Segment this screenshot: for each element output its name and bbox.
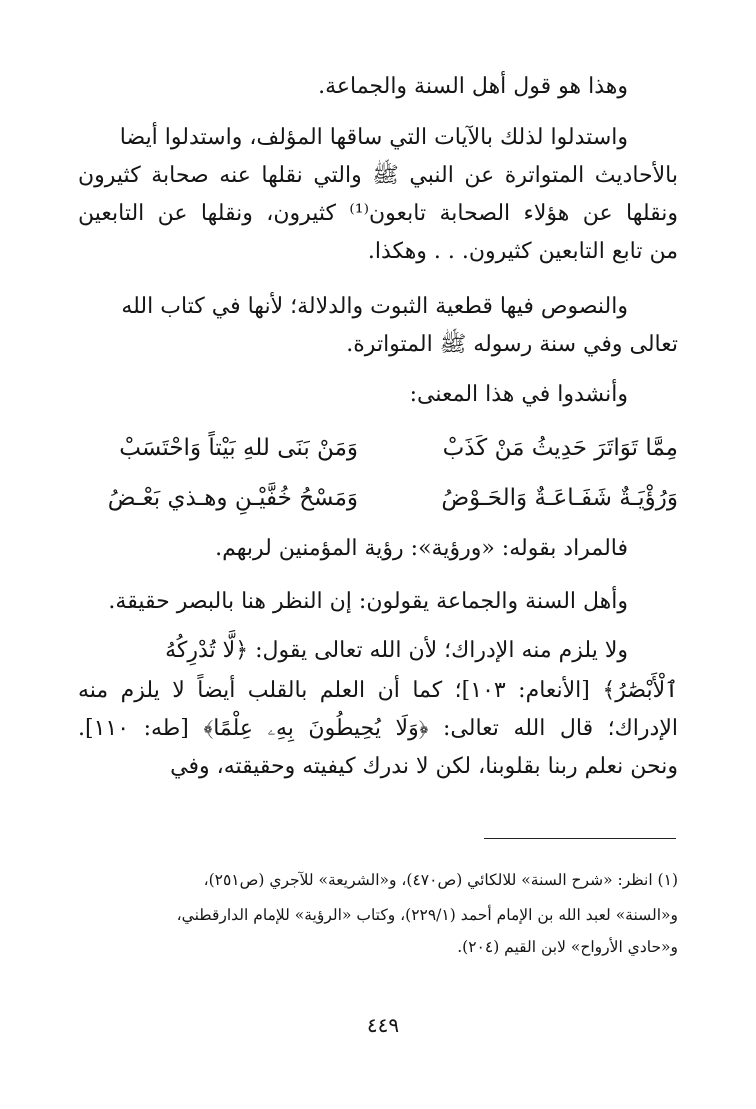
body-line-6: والنصوص فيها قطعية الثبوت والدلالة؛ لأنها في كتاب الله [121, 294, 628, 319]
body-line-4: ونقلها عن هؤلاء الصحابة تابعون⁽¹⁾ كثيرون، ونقلها عن التابعين [78, 201, 678, 226]
body-line-11: ولا يلزم منه الإدراك؛ لأن الله تعالى يقول: ﴿لَّا تُدْرِكُهُ [165, 638, 628, 663]
body-line-7: تعالى وفي سنة رسوله ﷺ المتواترة. [346, 332, 678, 357]
footnote-line-1: (١) انظر: «شرح السنة» للالكائي (ص٤٧٠)، و«الشريعة» للآجري (ص٢٥١)، [203, 871, 678, 889]
body-line-10: وأهل السنة والجماعة يقولون: إن النظر هنا بالبصر حقيقة. [108, 589, 628, 614]
footnote-separator [484, 838, 676, 839]
body-line-3: بالأحاديث المتواترة عن النبي ﷺ والتي نقلها عنه صحابة كثيرون [78, 163, 678, 188]
verse-1-first-hemistich: مِمَّا تَوَاتَرَ حَدِيثُ مَنْ كَذَبْ [442, 435, 678, 461]
verse-1-second-hemistich: وَمَنْ بَنَى للهِ بَيْتاً وَاحْتَسَبْ [119, 435, 358, 461]
footnote-line-2: و«السنة» لعبد الله بن الإمام أحمد (٢٢٩/١)، وكتاب «الرؤية» للإمام الدارقطني، [176, 906, 678, 924]
verse-2-second-hemistich: وَمَسْحُ خُفَّيْـنِ وهـذي بَعْـضُ [107, 485, 358, 511]
body-line-2: واستدلوا لذلك بالآيات التي ساقها المؤلف، واستدلوا أيضا [119, 125, 628, 150]
body-line-14: ونحن نعلم ربنا بقلوبنا، لكن لا ندرك كيفيته وحقيقته، وفي [170, 754, 678, 779]
verse-2-first-hemistich: وَرُؤْيَـةٌ شَفَـاعَـةٌ وَالحَـوْضُ [441, 485, 678, 511]
page-number: ٤٤٩ [366, 1013, 400, 1037]
body-line-9: فالمراد بقوله: «ورؤية»: رؤية المؤمنين لربهم. [215, 536, 628, 561]
body-line-12: ٱلْأَبْصَٰرُ﴾ [الأنعام: ١٠٣]؛ كما أن العلم بالقلب أيضاً لا يلزم منه [78, 678, 679, 703]
body-line-13: الإدراك؛ قال الله تعالى: ﴿وَلَا يُحِيطُونَ بِهِۦ عِلْمًا﴾ [طه: ١١٠]. [78, 716, 678, 741]
body-line-5: من تابع التابعين كثيرون. . . وهكذا. [367, 239, 678, 264]
body-line-8: وأنشدوا في هذا المعنى: [409, 382, 628, 407]
footnote-line-3: و«حادي الأرواح» لابن القيم (٢٠٤). [457, 938, 678, 956]
body-line-1: وهذا هو قول أهل السنة والجماعة. [318, 74, 628, 99]
